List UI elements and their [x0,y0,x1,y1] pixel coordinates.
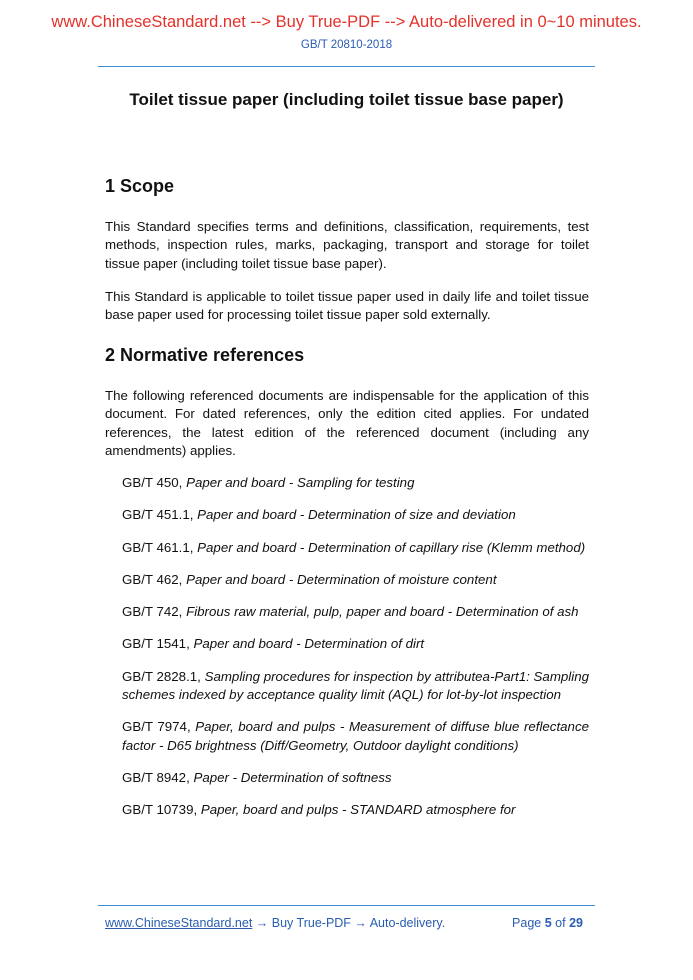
reference-title: Paper, board and pulps - STANDARD atmosphere for [200,802,516,818]
scope-paragraph-1: This Standard specifies terms and definitions, classification, requirements, test methods, inspection rules, marks, packaging, transport and storage for toilet tissue paper (including toilet tissue base paper). [105,219,589,271]
reference-item [122,539,589,557]
section-heading-normative-references: 2 Normative references [105,345,305,365]
reference-title: Paper and board - Determination of dirt [193,636,425,652]
scope-paragraph-2: This Standard is applicable to toilet tissue paper used in daily life and toilet tissue base paper used for processing toilet tissue paper sold externally. [105,289,589,323]
reference-item [122,718,589,755]
reference-code: GB/T 2828.1, [122,668,201,684]
reference-item [122,635,589,653]
reference-title: Paper and board - Sampling for testing [186,475,415,490]
reference-code: GB/T 10739, [122,802,198,818]
page-total: 29 [569,916,583,930]
footer-divider [98,905,595,906]
promo-banner[interactable]: www.ChineseStandard.net --> Buy True-PDF --> Auto-delivered in 0~10 minutes. [51,13,642,31]
footer-tagline: → Buy True-PDF → Auto-delivery. [252,916,446,930]
page-current: 5 [544,916,552,930]
references-intro: The following referenced documents are indispensable for the application of this document. For dated references, only the edition cited applies. For undated references, the latest edition of the referenced document (including any amendments) applies. [105,388,589,458]
reference-title: Paper - Determination of softness [193,769,392,785]
reference-title: Sampling procedures for inspection by attributea-Part1: Sampling schemes indexed by acceptance quality limit (AQL) for lot-by-lot inspection [122,668,589,703]
reference-item [122,769,589,787]
reference-title: Paper, board and pulps - Measurement of diffuse blue reflectance factor - D65 brightness (Diff/Geometry, Outdoor daylight conditions) [122,719,589,753]
page-of: of [555,916,566,930]
reference-code: GB/T 1541, [122,636,190,652]
reference-title: Paper and board - Determination of size and deviation [197,507,516,523]
reference-code: GB/T 461.1, [122,539,194,555]
reference-code: GB/T 8942, [122,769,190,785]
reference-item [122,571,589,589]
reference-item [122,668,589,705]
reference-title: Fibrous raw material, pulp, paper and board - Determination of ash [186,604,579,620]
reference-item [122,474,589,492]
page-indicator [512,916,583,930]
reference-code: GB/T 451.1, [122,507,194,523]
reference-code: GB/T 7974, [122,719,191,735]
reference-item [122,506,589,524]
reference-item [122,603,589,621]
page-label: Page [512,916,542,930]
reference-title: Paper and board - Determination of capillary rise (Klemm method) [197,539,586,555]
page-footer [105,916,589,930]
reference-code: GB/T 450, [122,475,183,490]
header-divider [98,66,595,67]
section-heading-scope: 1 Scope [105,176,175,196]
reference-title: Paper and board - Determination of moisture content [186,571,497,587]
standard-code: GB/T 20810-2018 [300,39,393,51]
document-title: Toilet tissue paper (including toilet tissue base paper) [129,90,564,109]
footer-site-link[interactable]: www.ChineseStandard.net [105,916,253,930]
reference-list [122,474,589,834]
reference-code: GB/T 742, [122,604,183,620]
reference-item [122,801,589,819]
reference-code: GB/T 462, [122,571,183,587]
